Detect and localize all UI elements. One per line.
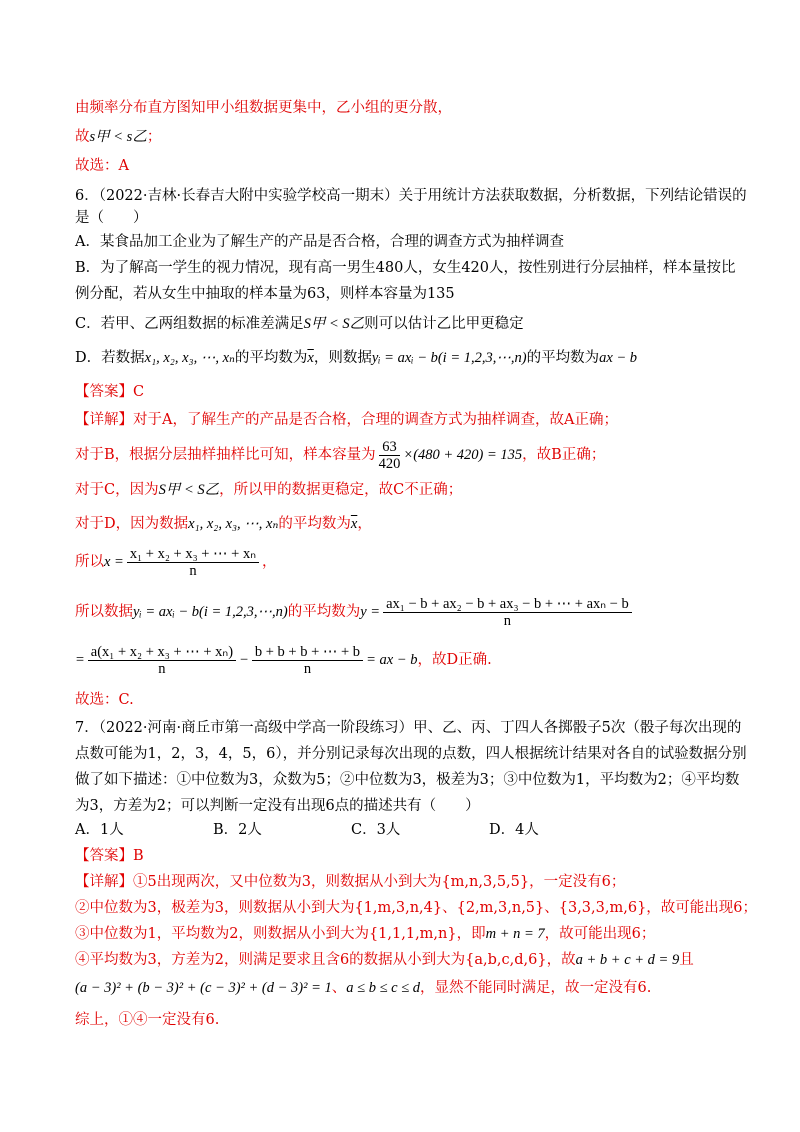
q6-simplified-fraction-2: $\frac{b + b + b + \cdots + b}{n}$ — [252, 644, 363, 677]
q6-answer: 【答案】C — [75, 384, 145, 400]
q6-option-d: D．若数据x₁, x₂, x₃, ⋯, xₙ的平均数为$\overline{x}$，则数据yᵢ = axᵢ − b(i = 1,2,3,⋯,n)的平均数为ax − b — [75, 350, 638, 366]
q6-detail-d: 对于D，因为数据x₁, x₂, x₃, ⋯, xₙ的平均数为$\overline{x}$， — [75, 516, 372, 532]
q6-simplified-fraction-1: $\frac{\text{a(x₁ + x₂ + x₃ + ⋯ + xₙ)}}{n}$ — [88, 644, 236, 677]
q7-option-c: C．3人 — [351, 822, 401, 838]
q7-stem: 7．（2022·河南·商丘市第一高级中学高一阶段练习）甲、乙、丙、丁四人各掷骰子5次（骰子每次出现的 — [75, 720, 742, 736]
q6-option-c: C．若甲、乙两组数据的标准差满足S甲 < S乙则可以估计乙比甲更稳定 — [75, 316, 524, 332]
q6-stem-cont: 是（ ） — [75, 210, 148, 226]
q7-stem-4: 为3，方差为2；可以判断一定没有出现6点的描述共有（ ） — [75, 798, 480, 814]
q6-option-b-cont: 例分配，若从女生中抽取的样本量为63，则样本容量为135 — [75, 286, 455, 302]
q6-detail-b: 对于B，根据分层抽样抽样比可知，样本容量为 $\frac{63}{420}$ ×(480 + 420) = 135，故B正确； — [75, 438, 606, 472]
q6-choose: 故选：C. — [75, 692, 134, 708]
q7-option-d: D．4人 — [489, 822, 539, 838]
q6-y-mean-simplified: = $\frac{\text{a(x₁ + x₂ + x₃ + ⋯ + xₙ)}}{n}$ − $\frac{b + b + b + \cdots + b}{n}$ = ax − b，故D正确. — [75, 643, 492, 677]
q7-detail-4: ④平均数为3，方差为2，则满足要求且含6的数据从小到大为{a,b,c,d,6}，故a + b + c + d = 9且 — [75, 952, 694, 968]
q6-y-mean-formula: 所以数据yᵢ = axᵢ − b(i = 1,2,3,⋯,n)的平均数为y = $\frac{\text{ax₁ − b + ax₂ − b + ax₃ − b + ⋯ + axₙ − b}}{n}$ — [75, 594, 635, 630]
q7-stem-2: 点数可能为1，2，3，4，5，6），并分别记录每次出现的点数，四人根据统计结果对各自的试验数据分别 — [75, 746, 747, 762]
q7-option-a: A．1人 — [75, 822, 124, 838]
prev-conclusion-formula: 故s甲 < s乙； — [75, 129, 162, 145]
q7-stem-3: 做了如下描述：①中位数为3，众数为5；②中位数为3，极差为3；③中位数为1，平均数为2；④平均数 — [75, 772, 740, 788]
q7-summary: 综上，①④一定没有6. — [75, 1012, 220, 1028]
prev-conclusion-line: 由频率分布直方图知甲小组数据更集中，乙小组的更分散， — [75, 100, 452, 116]
q6-mean-fraction: $\frac{\text{x₁ + x₂ + x₃ + ⋯ + xₙ}}{n}$ — [127, 546, 259, 579]
q7-answer: 【答案】B — [75, 848, 144, 864]
q7-options — [75, 820, 539, 840]
q7-detail-5: (a − 3)² + (b − 3)² + (c − 3)² + (d − 3)² = 1、a ≤ b ≤ c ≤ d，显然不能同时满足，故一定没有6. — [75, 980, 652, 996]
q7-detail-3: ③中位数为1，平均数为2，则数据从小到大为{1,1,1,m,n}，即m + n = 7，故可能出现6； — [75, 926, 656, 942]
prev-choose: 故选：A — [75, 158, 129, 174]
q6-y-mean-fraction: $\frac{\text{ax₁ − b + ax₂ − b + ax₃ − b + ⋯ + axₙ − b}}{n}$ — [383, 596, 632, 629]
q7-detail-2: ②中位数为3，极差为3，则数据从小到大为{1,m,3,n,4}、{2,m,3,n,5}、{3,3,3,m,6}，故可能出现6； — [75, 900, 758, 916]
q6-detail-c: 对于C，因为S甲 < S乙，所以甲的数据更稳定，故C不正确； — [75, 482, 463, 498]
q7-option-b: B．2人 — [213, 822, 262, 838]
q7-detail-1: 【详解】①5出现两次，又中位数为3，则数据从小到大为{m,n,3,5,5}，一定没有6； — [75, 874, 626, 890]
q6-option-a: A．某食品加工企业为了解生产的产品是否合格，合理的调查方式为抽样调查 — [75, 234, 564, 250]
q6-option-b: B．为了解高一学生的视力情况，现有高一男生480人，女生420人，按性别进行分层抽样，样本量按比 — [75, 260, 736, 276]
q6-stem: 6．（2022·吉林·长春吉大附中实验学校高一期末）关于用统计方法获取数据，分析数据，下列结论错误的 — [75, 188, 747, 204]
q6-detail-a: 【详解】对于A，了解生产的产品是否合格，合理的调查方式为抽样调查，故A正确； — [75, 412, 618, 428]
q6-mean-formula: 所以x = $\frac{\text{x₁ + x₂ + x₃ + ⋯ + xₙ}}{n}$ ， — [75, 545, 277, 579]
q6-detail-b-fraction: $\frac{63}{420}$ — [378, 438, 401, 472]
